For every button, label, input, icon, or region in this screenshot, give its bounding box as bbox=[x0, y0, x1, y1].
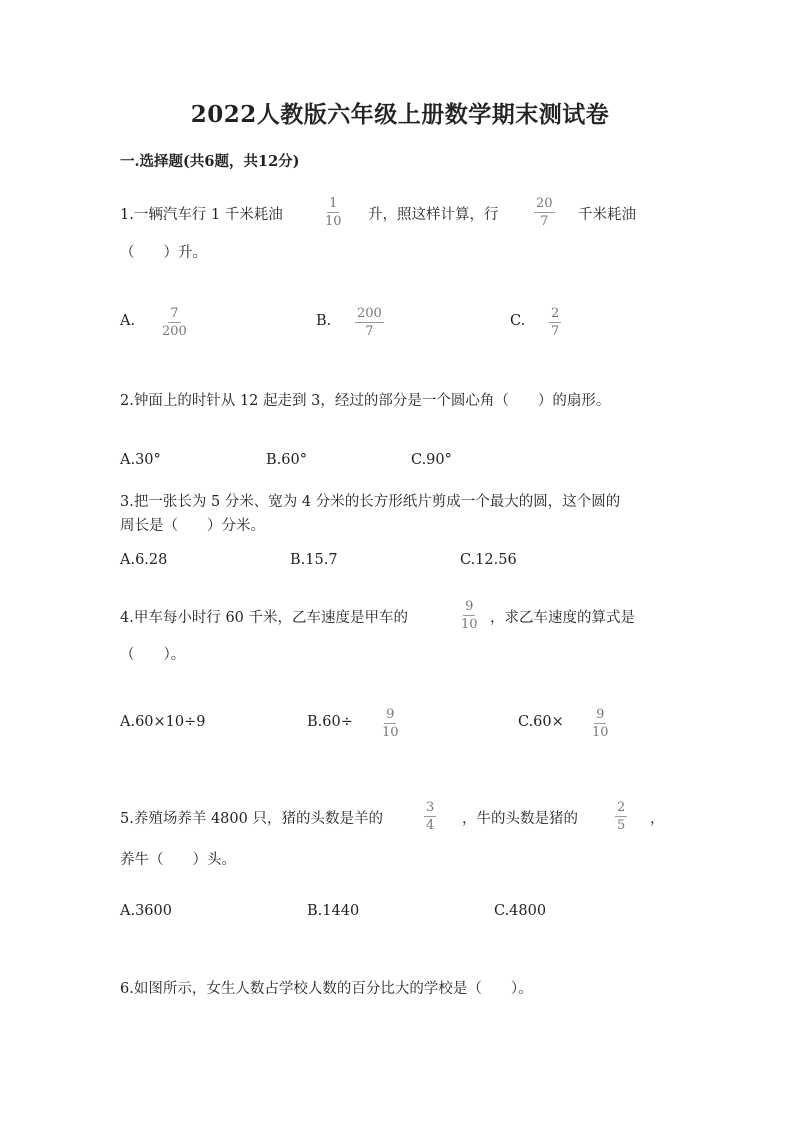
q4-text-part2: ，求乙车速度的算式是 bbox=[490, 610, 635, 626]
q1-fraction-2 bbox=[534, 196, 555, 229]
q1-option-a-fraction bbox=[160, 306, 189, 339]
q2-option-b[interactable]: B.60° bbox=[266, 452, 307, 468]
q5-fraction-2 bbox=[615, 800, 627, 833]
q4-fraction-numerator: 9 bbox=[465, 599, 474, 614]
q1-option-a-denominator: 200 bbox=[162, 324, 187, 339]
q4-fraction bbox=[459, 599, 480, 632]
q2-option-c[interactable]: C.90° bbox=[411, 452, 452, 468]
q5-fraction-2-denominator: 5 bbox=[617, 818, 626, 833]
q1-option-c-numerator: 2 bbox=[551, 306, 560, 321]
page-title: 2022人教版六年级上册数学期末测试卷 bbox=[190, 101, 610, 128]
q4-text-part1: 4.甲车每小时行 60 千米，乙车速度是甲车的 bbox=[120, 610, 409, 626]
q3-text-line2: 周长是（ ）分米。 bbox=[120, 518, 265, 534]
q1-text-part1: 1.一辆汽车行 1 千米耗油 bbox=[120, 207, 283, 223]
q2-text: 2.钟面上的时针从 12 起走到 3，经过的部分是一个圆心角（ ）的扇形。 bbox=[120, 393, 611, 409]
q1-fraction-2-denominator: 7 bbox=[540, 214, 549, 229]
section-heading: 一.选择题(共6题，共12分) bbox=[120, 153, 300, 170]
q5-option-b[interactable]: B.1440 bbox=[307, 903, 360, 919]
q4-option-c-fraction bbox=[590, 707, 611, 740]
q2-option-a[interactable]: A.30° bbox=[120, 452, 161, 468]
q3-option-b[interactable]: B.15.7 bbox=[290, 552, 338, 568]
q5-text-part1: 5.养殖场养羊 4800 只，猪的头数是羊的 bbox=[120, 811, 383, 827]
q4-option-c-denominator: 10 bbox=[592, 725, 609, 740]
q1-fraction-1-numerator: 1 bbox=[329, 196, 338, 211]
q5-answer-blank: 养牛（ ）头。 bbox=[120, 852, 236, 868]
q5-text-part3: ， bbox=[650, 811, 665, 827]
q1-text-part3: 千米耗油 bbox=[578, 207, 636, 223]
q4-option-b[interactable]: B.60÷ bbox=[307, 714, 353, 730]
q1-fraction-1 bbox=[323, 196, 344, 229]
q5-fraction-1-denominator: 4 bbox=[426, 818, 435, 833]
q4-fraction-denominator: 10 bbox=[461, 617, 478, 632]
q1-option-a-numerator: 7 bbox=[170, 306, 179, 321]
q4-answer-blank: （ ）。 bbox=[120, 647, 186, 663]
q4-option-a[interactable]: A.60×10÷9 bbox=[120, 714, 206, 730]
q6-text: 6.如图所示，女生人数占学校人数的百分比大的学校是（ ）。 bbox=[120, 981, 533, 997]
q1-text-part2: 升，照这样计算，行 bbox=[368, 207, 499, 223]
q1-option-b-numerator: 200 bbox=[357, 306, 382, 321]
q1-option-c-fraction bbox=[549, 306, 561, 339]
q1-option-b-fraction bbox=[355, 306, 384, 339]
q1-option-c-denominator: 7 bbox=[551, 324, 560, 339]
q1-option-a[interactable]: A. bbox=[120, 313, 136, 329]
q4-option-c-numerator: 9 bbox=[596, 707, 605, 722]
q5-fraction-1-numerator: 3 bbox=[426, 800, 435, 815]
q1-fraction-1-denominator: 10 bbox=[325, 214, 342, 229]
q4-option-c[interactable]: C.60× bbox=[518, 714, 564, 730]
q5-fraction-2-numerator: 2 bbox=[617, 800, 626, 815]
q5-option-c[interactable]: C.4800 bbox=[494, 903, 547, 919]
q1-option-b[interactable]: B. bbox=[316, 313, 332, 329]
q4-option-b-fraction bbox=[380, 707, 401, 740]
q1-option-b-denominator: 7 bbox=[365, 324, 374, 339]
q3-text-line1: 3.把一张长为 5 分米、宽为 4 分米的长方形纸片剪成一个最大的圆，这个圆的 bbox=[120, 494, 621, 510]
q5-text-part2: ，牛的头数是猪的 bbox=[462, 811, 578, 827]
q3-option-c[interactable]: C.12.56 bbox=[460, 552, 517, 568]
q1-option-c[interactable]: C. bbox=[510, 313, 526, 329]
q1-fraction-2-numerator: 20 bbox=[536, 196, 553, 211]
q5-option-a[interactable]: A.3600 bbox=[120, 903, 172, 919]
q5-fraction-1 bbox=[424, 800, 436, 833]
q4-option-b-numerator: 9 bbox=[386, 707, 395, 722]
q4-option-b-denominator: 10 bbox=[382, 725, 399, 740]
q3-option-a[interactable]: A.6.28 bbox=[120, 552, 168, 568]
q1-answer-blank: （ ）升。 bbox=[120, 245, 207, 261]
